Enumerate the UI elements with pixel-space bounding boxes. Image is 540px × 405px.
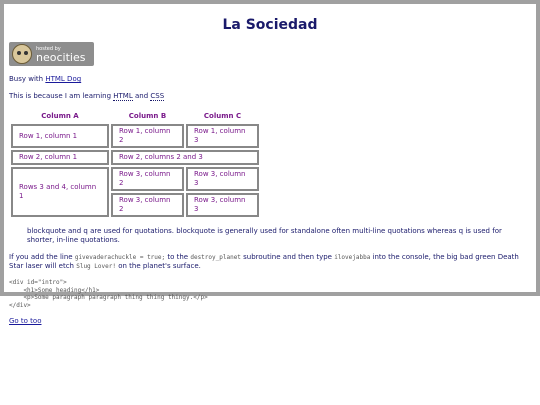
table-header-row	[11, 112, 259, 122]
intro-paragraph	[9, 75, 531, 84]
badge-big-text: neocities	[36, 50, 86, 64]
table-cell-colspan: Row 2, columns 2 and 3	[111, 150, 259, 165]
css-abbr: CSS	[150, 92, 165, 100]
header-column-a: Column A	[41, 112, 79, 120]
table-row	[11, 167, 259, 191]
learning-and: and	[132, 92, 151, 100]
inline-code: ilovejabba	[334, 254, 371, 261]
bottom-paragraph	[9, 317, 531, 326]
header-column-b: Column B	[128, 112, 167, 120]
intro-text: Busy with	[9, 75, 46, 83]
console-paragraph	[9, 253, 531, 271]
page-content	[4, 4, 536, 325]
table-cell: Row 2, column 1	[11, 150, 109, 165]
table-cell: Row 3, column 3	[186, 193, 259, 217]
inline-code: givevaderachuckle = true;	[74, 254, 166, 261]
console-text: to the	[165, 253, 191, 261]
table-cell: Row 3, column 2	[111, 193, 184, 217]
code-block: <div id="intro"> <h1>Some heading</h1> <p>Some paragraph paragraph thing thing thingy.</p> </div>	[9, 279, 208, 309]
inline-code: Slug Lover!	[76, 263, 116, 270]
table-row	[11, 124, 259, 148]
html-dog-link[interactable]: HTML Dog	[45, 75, 82, 83]
header-column-c: Column C	[203, 112, 242, 120]
table-cell: Row 1, column 2	[111, 124, 184, 148]
inline-code: destroy_planet	[190, 254, 241, 261]
page-title: La Sociedad	[222, 17, 318, 33]
learning-paragraph	[9, 92, 531, 101]
demo-table	[9, 110, 261, 219]
table-cell-rowspan: Rows 3 and 4, column 1	[11, 167, 109, 217]
console-text: If you add the line	[9, 253, 75, 261]
neocities-cat-icon	[12, 44, 32, 64]
table-cell: Row 1, column 3	[186, 124, 259, 148]
badge-small-text: hosted by	[36, 45, 61, 52]
table-cell: Row 3, column 2	[111, 167, 184, 191]
table-cell: Row 3, column 3	[186, 167, 259, 191]
go-to-too-link[interactable]: Go to too	[9, 317, 42, 325]
console-text: into the console, the big bad green Death Star laser will etch	[9, 253, 519, 270]
console-text: subroutine and then type	[240, 253, 335, 261]
quotation-block: blockquote and q are used for quotations. blockquote is generally used for standalone often multi-line quotations whereas q is used for shorter, in-line quotations.	[27, 227, 502, 244]
table-cell: Row 1, column 1	[11, 124, 109, 148]
learning-text: This is because I am learning	[9, 92, 114, 100]
neocities-badge[interactable]	[9, 42, 94, 66]
console-text: on the planet's surface.	[115, 262, 201, 270]
table-row	[11, 150, 259, 165]
html-abbr: HTML	[113, 92, 133, 100]
